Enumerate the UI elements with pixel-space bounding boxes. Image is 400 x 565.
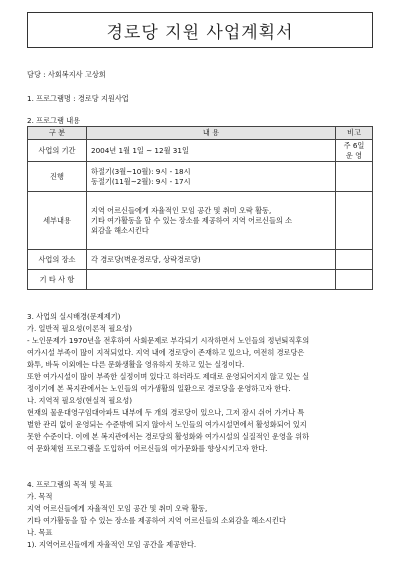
row-content: 각 경로당(벽운경로당, 상락경로당) bbox=[87, 250, 336, 270]
body-text-line: 현재의 물운대영구임대아파트 내부에 두 개의 경로당이 있으나, 그저 잠시 쉬어 가거나 특 bbox=[27, 408, 305, 417]
row-content bbox=[87, 162, 336, 192]
row-note bbox=[336, 162, 373, 192]
table-row bbox=[28, 270, 373, 290]
document-title: 경로당 지원 사업계획서 bbox=[27, 12, 373, 48]
row-content: 2004년 1월 1일 ~ 12월 31일 bbox=[87, 140, 336, 162]
row-label: 세부내용 bbox=[28, 192, 87, 250]
table-row bbox=[28, 140, 373, 162]
body-text-line: 1). 지역어르신들에게 자율적인 모임 공간을 제공한다. bbox=[27, 540, 197, 549]
subsection-purpose: 가. 목적 bbox=[27, 492, 53, 501]
content-line: 하절기(3월~10월): 9시 - 18시 bbox=[91, 166, 191, 176]
header-content: 내 용 bbox=[87, 127, 336, 140]
body-text-line: 지역 어르신들에게 자율적인 모임 공간 및 취미 오락 활동, bbox=[27, 504, 208, 513]
body-text-line: 못한 수준이다. 이에 본 복지관에서는 경로당의 활성화와 여가시설의 실질적인 운영을 위하 bbox=[27, 432, 310, 441]
header-category: 구 분 bbox=[28, 127, 87, 140]
row-note bbox=[336, 250, 373, 270]
section-program-content: 2. 프로그램 내용 bbox=[27, 116, 81, 125]
row-label: 사업의 기간 bbox=[28, 140, 87, 162]
table-row bbox=[28, 162, 373, 192]
note-line: 운 영 bbox=[345, 150, 363, 160]
subsection-regional-need: 나. 지역적 필요성(현실적 필요성) bbox=[27, 396, 133, 405]
section-program-name: 1. 프로그램명 : 경로당 지원사업 bbox=[27, 94, 129, 103]
body-text-line: 기타 여가활동을 할 수 있는 장소를 제공하여 지역 어르신들의 소외감을 해소시킨다 bbox=[27, 516, 286, 525]
table-row bbox=[28, 192, 373, 250]
manager-line: 담당 : 사회복지사 고상희 bbox=[27, 70, 106, 79]
content-line: 동절기(11월~2월): 9시 - 17시 bbox=[91, 176, 191, 186]
table-row bbox=[28, 250, 373, 270]
content-line: 기타 여가활동을 할 수 있는 장소를 제공하여 지역 어르신들의 소 bbox=[91, 215, 293, 225]
row-content bbox=[87, 270, 336, 290]
subsection-general-need: 가. 일반적 필요성(이론적 필요성) bbox=[27, 324, 133, 333]
row-note bbox=[336, 192, 373, 250]
subsection-goal: 나. 목표 bbox=[27, 528, 53, 537]
section-background-heading: 3. 사업의 실시배경(문제제기) bbox=[27, 312, 121, 321]
section-purpose-heading: 4. 프로그램의 목적 및 목표 bbox=[27, 480, 113, 489]
body-text-line: 여 문화체험 프로그램을 도입하여 어르신들의 여가문화를 향상시키고자 한다. bbox=[27, 444, 268, 453]
table-header-row bbox=[28, 127, 373, 140]
note-line: 주 6일 bbox=[343, 140, 365, 150]
row-label: 기 타 사 항 bbox=[28, 270, 87, 290]
content-line: 지역 어르신들에게 자율적인 모임 공간 및 취미 오락 활동, bbox=[91, 205, 272, 215]
body-text-line: 별한 관리 없이 운영되는 수준밖에 되지 않아서 노인들의 여가시설면에서 활성화되어 있지 bbox=[27, 420, 307, 429]
body-text-line: - 노인문제가 1970년을 전후하여 사회문제로 부각되기 시작하면서 노인들의 정년퇴직후의 bbox=[27, 336, 310, 345]
row-note bbox=[336, 140, 373, 162]
header-note: 비고 bbox=[336, 127, 373, 140]
row-label: 진행 bbox=[28, 162, 87, 192]
body-text-line: 또한 여가시설이 많이 부족한 실정이며 있다고 하더라도 제대로 운영되어지지 않고 있는 실 bbox=[27, 372, 310, 381]
row-note bbox=[336, 270, 373, 290]
row-label: 사업의 장소 bbox=[28, 250, 87, 270]
program-table bbox=[27, 126, 373, 290]
body-text-line: 화투, 바둑 이외에는 다른 문화생활을 영유하지 못하고 있는 실정이다. bbox=[27, 360, 245, 369]
body-text-line: 정이기에 본 복지관에서는 노인들의 여가생활의 일환으로 경로당을 운영하고자 한다. bbox=[27, 384, 291, 393]
row-content bbox=[87, 192, 336, 250]
content-line: 외감을 해소시킨다 bbox=[91, 225, 149, 235]
body-text-line: 여가시설 부족이 많이 지적되었다. 지역 내에 경로당이 존재하고 있으나, 여전히 경로당은 bbox=[27, 348, 305, 357]
